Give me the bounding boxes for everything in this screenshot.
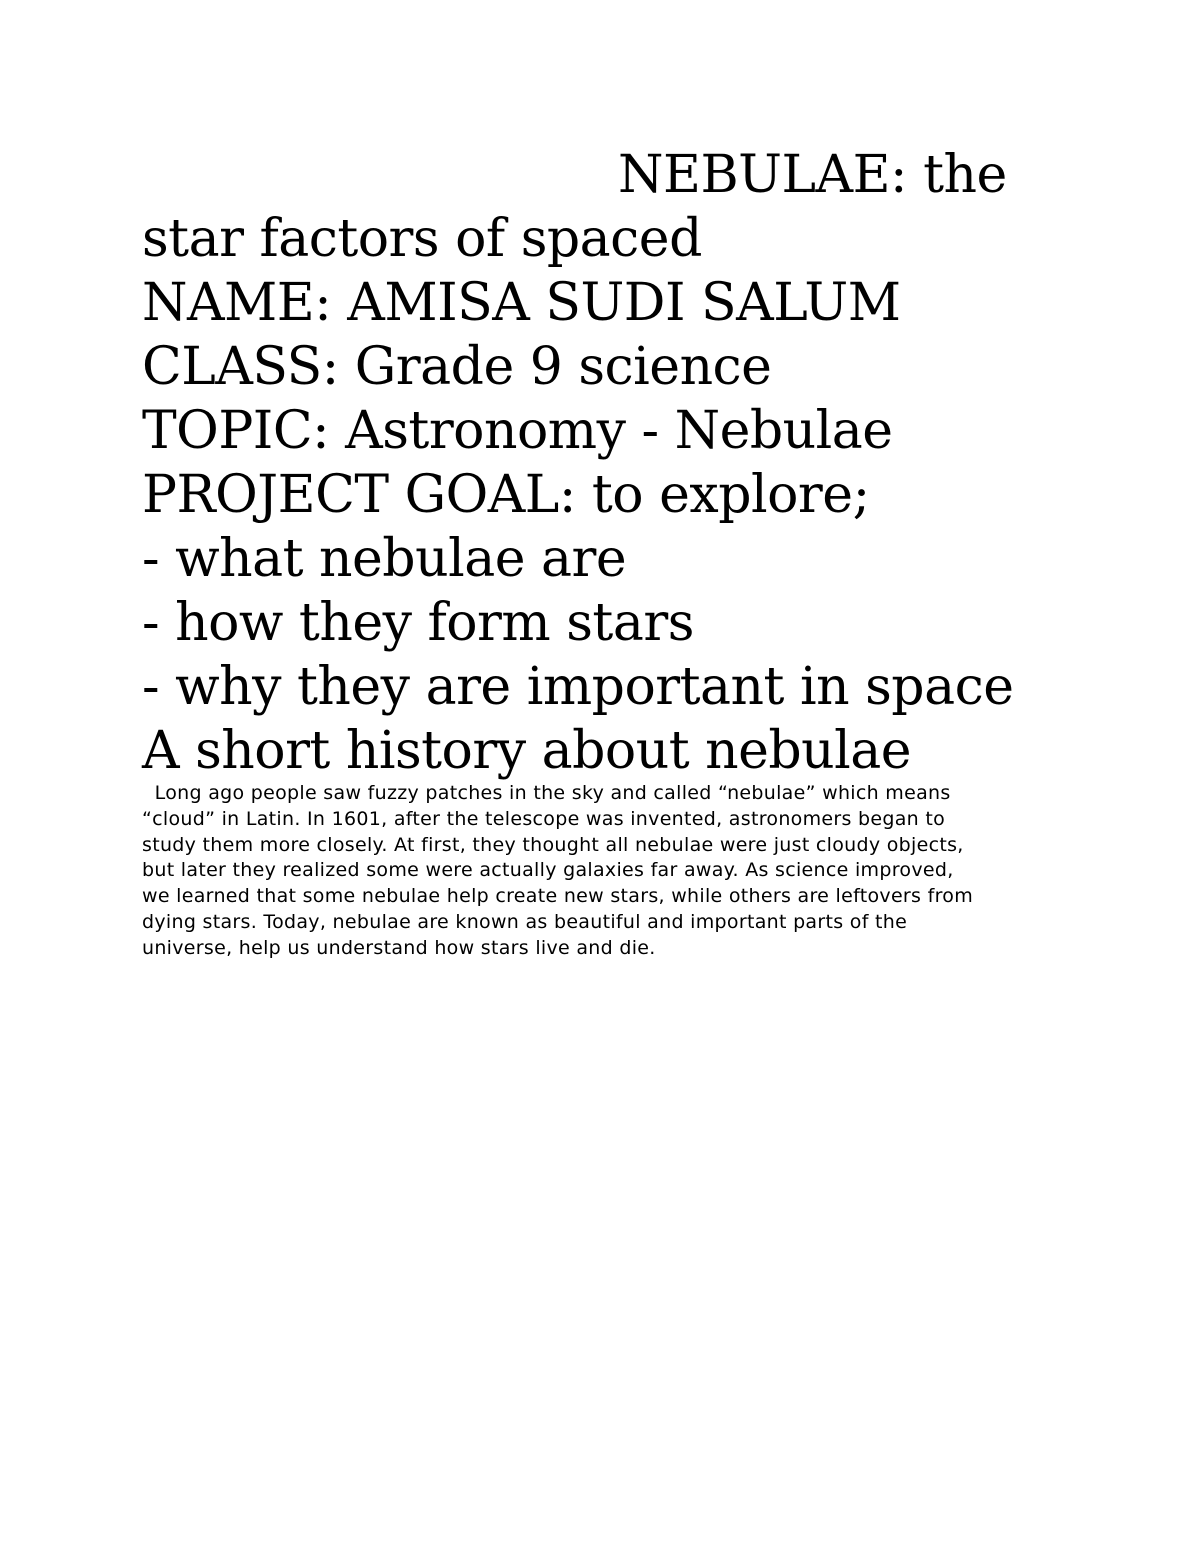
history-heading: A short history about nebulae (142, 721, 912, 781)
class-line: CLASS: Grade 9 science (142, 337, 772, 397)
title-line-1: NEBULAE: the (618, 145, 1007, 205)
history-paragraph (142, 781, 1072, 962)
project-goal-line: PROJECT GOAL: to explore; (142, 465, 870, 525)
paragraph-line: Long ago people saw fuzzy patches in the sky and called “nebulae” which means (142, 782, 951, 804)
title-line-2: star factors of spaced (142, 209, 702, 269)
paragraph-line: dying stars. Today, nebulae are known as beautiful and important parts of the (142, 910, 908, 933)
paragraph-line: study them more closely. At first, they thought all nebulae were just cloudy objects, (142, 833, 964, 856)
goal-item: - what nebulae are (142, 529, 627, 589)
topic-line: TOPIC: Astronomy - Nebulae (142, 401, 893, 461)
name-line: NAME: AMISA SUDI SALUM (142, 273, 901, 333)
heading-block (142, 143, 1062, 783)
paragraph-line: we learned that some nebulae help create new stars, while others are leftovers from (142, 885, 973, 908)
paragraph-line: “cloud” in Latin. In 1601, after the telescope was invented, astronomers began to (142, 807, 946, 830)
goal-item: - how they form stars (142, 593, 694, 653)
paragraph-line: but later they realized some were actually galaxies far away. As science improved, (142, 859, 954, 882)
paragraph-line: universe, help us understand how stars live and die. (142, 936, 656, 959)
goal-item: - why they are important in space (142, 657, 1014, 717)
